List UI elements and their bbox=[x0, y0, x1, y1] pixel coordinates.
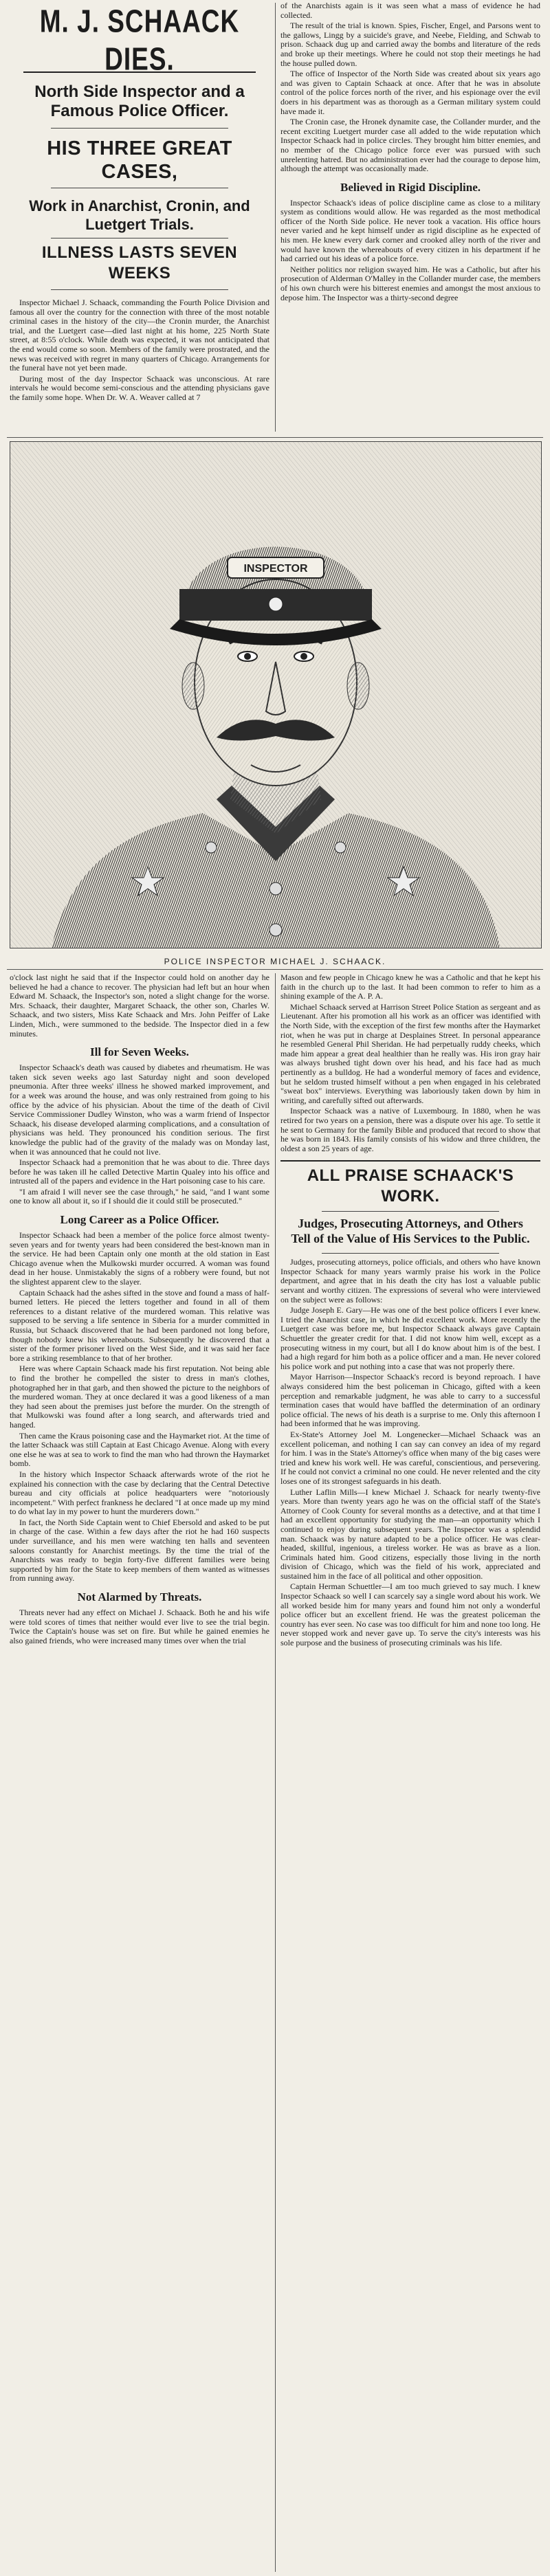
subhead: Long Career as a Police Officer. bbox=[60, 1213, 219, 1227]
subhead: Believed in Rigid Discipline. bbox=[340, 180, 481, 194]
article-paragraph: The office of Inspector of the North Side was created about six years ago and was given to Captain Schaack at once. After that he was in absolute control of the police forces north of the river, and his espionage over the evil doers in his department was as thorough as a German military system could have made it. bbox=[280, 69, 540, 116]
portrait-engraving bbox=[10, 442, 541, 948]
subhead: Ill for Seven Weeks. bbox=[90, 1045, 189, 1059]
deck-1: North Side Inspector and a Famous Police Officer. bbox=[34, 82, 245, 120]
deck-3: Work in Anarchist, Cronin, and Luetgert Trials. bbox=[29, 197, 250, 233]
article-paragraph: Then came the Kraus poisoning case and the Haymarket riot. At the time of the latter Schaack was still Captain at East Chicago Avenue. Along with every one else he was at sea to work to find the man who had thrown the Haymarket bomb. bbox=[10, 1430, 270, 1469]
article-paragraph: Inspector Schaack had been a member of the police force almost twenty-seven years and for twenty years had been considered the best-known man in the service. He had been Captain only one month at the old station in East Chicago avenue when the Mulkowski murder occurred. A woman was found dead in her house. Unmistakably the signs of a robbery were found, but not the slightest apparent clew to the slayer. bbox=[10, 1230, 270, 1287]
headline: M. J. SCHAACK DIES. bbox=[39, 3, 240, 77]
right-bottom-column bbox=[280, 973, 540, 2572]
article-paragraph: of the Anarchists again is it was seen what a mass of evidence he had collected. bbox=[280, 1, 540, 20]
column-rule bbox=[275, 3, 276, 432]
article-paragraph: Inspector Schaack's ideas of police discipline came as close to a military system as conditions would allow. He was regarded as the most methodical officer of the North Side police. He never took a vacation. His office hours never varied and he kept himself under as rigid discipline as he expected of his men. He knew every dark corner and crooked alley north of the river and would have known the whereabouts of every citizen in his department if he had carried out his ideas of a police force. bbox=[280, 197, 540, 264]
cap-badge-text: INSPECTOR bbox=[243, 563, 308, 575]
article-paragraph: Inspector Michael J. Schaack, commanding the Fourth Police Division and famous all over the country for the connection with three of the most notable criminal cases in the history of the city—the Cronin murder, the Anarchist trial, and the Luetgert case—died last night at his home, 225 North State street, at 8:55 o'clock. While death was expected, it was not anticipated that the end would come so soon. Members of the family were prostrated, and the news was received with regret in many quarters of Chicago. Arrangements for the funeral have not yet been made. bbox=[10, 298, 270, 373]
article-paragraph: Judge Joseph E. Gary—He was one of the best police officers I ever knew. I tried the Anarchist case, in which he did excellent work. More recently the Luetgert case was before me, but Inspector Schaack always gave Captain Schuettler the greater credit for that. I did not know him well, except as a prosecuting witness in my court, but all I do know about him is of the best. I had a high regard for him both as a police officer and a man. He never colored his police work and put nothing into a case that was not properly there. bbox=[280, 1305, 540, 1371]
section-rule bbox=[280, 1160, 540, 1162]
deck-rule bbox=[322, 1211, 499, 1212]
article-paragraph: Luther Laflin Mills—I knew Michael J. Schaack for nearly twenty-five years. More than twenty years ago he was on the official staff of the State's Attorney of Cook County for several months as a detective, and at that time I had an excellent opportunity for studying the man—an opportunity which I continued to enjoy during subsequent years. The Inspector was a splendid man. Schaack was by nature adapted to be a police officer. He was clear-headed, skillful, ingenious, a tireless worker. He was as brave as a lion. Criminals hated him. Good citizens, especially those living in the north division of Chicago, which was the field of his work, appreciated and sustained him in the face of all political and other opposition. bbox=[280, 1487, 540, 1581]
article-paragraph: During most of the day Inspector Schaack was unconscious. At rare intervals he would become semi-conscious and the attending physicians gave the family some hope. When Dr. W. A. Weaver called at 7 bbox=[10, 373, 270, 402]
section-rule bbox=[7, 969, 543, 970]
article-paragraph: Mayor Harrison—Inspector Schaack's record is beyond reproach. I have always considered him the best policeman in Chicago, gifted with a keen perception and remarkable judgment, he was able to carry to a successful termination cases that would have baffled the determination of an ordinary police official. The news of his death is a surprise to me. Only this afternoon I had been informed that he was improving. bbox=[280, 1372, 540, 1429]
article-paragraph: o'clock last night he said that if the Inspector could hold on another day he believed he had a chance to recover. The physician had left but an hour when Edward M. Schaack, the Inspector's son, noted a slight change for the worse. Mrs. Schaack, their daughter, Margaret Schaack, the other son, Charles W. Schaack, and two sisters, Miss Kate Schaack and Mrs. John Peiffer of Lake Linden, Mich., were summoned to the bedside. The Inspector died in a few minutes. bbox=[10, 973, 270, 1039]
section-rule bbox=[7, 437, 543, 438]
article-paragraph: In the history which Inspector Schaack afterwards wrote of the riot he explained his connection with the case by declaring that the Central Detective bureau and city officials at police headquarters were "notoriously incompetent." With perfect frankness he declared "I at once made up my mind to do what lay in my power to hunt the murderers down." bbox=[10, 1469, 270, 1517]
article-paragraph: "I am afraid I will never see the case through," he said, "and I want some one to know all about it, so if I should die it could still be prosecuted." bbox=[10, 1186, 270, 1206]
article-paragraph: Inspector Schaack's death was caused by diabetes and rheumatism. He was taken sick seven weeks ago last Saturday night and soon developed pneumonia. After three weeks' illness he showed marked improvement, and for a week was around the house, and was only restrained from going to his office by the advice of his physician. About the time of the death of Civil Service Commissioner Dudley Winston, who was a warm friend of Inspector Schaack, his disease developed alarming complications, and a consultation of physicians was held. They pronounced his condition serious. The first knowledge the public had of the gravity of the malady was on Monday last, when it was announced that he could not live. bbox=[10, 1063, 270, 1157]
deck-rule-1 bbox=[51, 128, 228, 129]
deck-rule-4 bbox=[51, 289, 228, 290]
article-paragraph: The Cronin case, the Hronek dynamite case, the Collander murder, and the recent exciting Luetgert murder case all added to the wide reputation which Inspector Schaack had in police circles. They brought him bitter enemies, and no member of the Chicago police force ever was pursued with such unrelenting hatred. But no administration ever had the courage to depose him, although the attempt was occasionally made. bbox=[280, 117, 540, 174]
left-bottom-column bbox=[10, 973, 270, 2572]
article-paragraph: Judges, prosecuting attorneys, police officials, and others who have known Inspector Schaack for many years warmly praise his work in the Police department, and agree that in his death the city has lost a valuable public servant and worthy citizen. The expressions of several who were interviewed on the subject were as follows: bbox=[280, 1257, 540, 1304]
article-paragraph: Mason and few people in Chicago knew he was a Catholic and that he kept his faith in the church up to the last. It had been common to refer to him as a shining example of the A. P. A. bbox=[280, 973, 540, 1001]
section-headline: ALL PRAISE SCHAACK'S WORK. bbox=[307, 1166, 514, 1206]
portrait-caption: POLICE INSPECTOR MICHAEL J. SCHAACK. bbox=[164, 957, 386, 966]
article-paragraph: Captain Herman Schuettler—I am too much grieved to say much. I knew Inspector Schaack so well I can scarcely say a single word about his work. We all worked beside him for many years and found him not only a wonderful police officer but an excellent friend. He was the greatest policeman the country has ever seen. No case was too difficult for him and none too long. He never stopped work and never gave up. To serve the city's interests was his sole purpose and the business of prosecuting criminals was his life. bbox=[280, 1581, 540, 1648]
deck-rule bbox=[322, 1253, 499, 1254]
article-paragraph: Michael Schaack served at Harrison Street Police Station as sergeant and as Lieutenant. After his promotion all his work as an officer was identified with the North Side, with the exception of the first few months after the Haymarket riot, when he was put in charge at Desplaines Street. In personal appearance he resembled General Phil Sheridan. He had perpetually ruddy cheeks, which made him appear a great deal healthier than he really was. His iron gray hair was always brushed tight down over his head, and his face had as much pertinently as a bulldog. He had a wonderful memory of faces and evidence, but he seldom trusted himself without a pen when engaged in his celebrated "sweat box" interviews. Everything was laboriously taken down by him in writing, and carefully sifted out afterwards. bbox=[280, 1001, 540, 1105]
article-paragraph: Ex-State's Attorney Joel M. Longenecker—Michael Schaack was an excellent policeman, and nothing I can say can convey an idea of my regard for him. I was in the State's Attorney's office when many of the big cases were tried and knew his work well. He was careful, conscientious, and persevering. If he could not convict a criminal no one could. He never relented and the city loses one of its strongest safeguards in his death. bbox=[280, 1429, 540, 1486]
left-top-column bbox=[10, 0, 270, 432]
article-paragraph: Inspector Schaack was a native of Luxembourg. In 1880, when he was retired for two years on a pension, there was a dispute over his age. To settle it he sent to Germany for the family Bible and produced that record to show that he was born in 1843. His family consists of his widow and three children, the oldest a son 25 years of age. bbox=[280, 1106, 540, 1153]
article-paragraph: Threats never had any effect on Michael J. Schaack. Both he and his wife were told scores of times that neither would ever live to see the trial begin. Twice the Captain's house was set on fire. But while he gained enemies he also gained friends, who were increased many times over when the trial bbox=[10, 1608, 270, 1645]
right-top-column bbox=[280, 1, 540, 433]
subhead: Not Alarmed by Threats. bbox=[77, 1590, 202, 1604]
section-deck: Judges, Prosecuting Attorneys, and Others Tell of the Value of His Services to the Public. bbox=[291, 1217, 530, 1246]
article-paragraph: Inspector Schaack had a premonition that he was about to die. Three days before he was taken ill he called Detective Martin Qualey into his office and intrusted all of the papers and evidence in the Hart poisoning case to his care. bbox=[10, 1157, 270, 1186]
article-paragraph: Neither politics nor religion swayed him. He was a Catholic, but after his prosecution of Alderman O'Malley in the Collander murder case, the members of his own church were his bitterest enemies and amongst the most anxious to depose him. The Inspector was a thirty-second degree bbox=[280, 264, 540, 302]
article-paragraph: Here was where Captain Schaack made his first reputation. Not being able to find the brother he compelled the sister to dress in man's clothes, photographed her in that garb, and then showed the picture to the neighbors of the murdered woman. They at once declared it was a good likeness of a man they had seen about the premises just before the murder. On the strength of that Mulkowski was found after a long search, and afterwards tried and hanged. bbox=[10, 1364, 270, 1430]
deck-2: HIS THREE GREAT CASES, bbox=[47, 137, 232, 183]
deck-4: ILLNESS LASTS SEVEN WEEKS bbox=[41, 243, 238, 282]
article-paragraph: In fact, the North Side Captain went to Chief Ebersold and asked to be put in charge of the case. Within a few days after the riot he had 160 suspects under surveillance, and his men were watching ten halls and seventeen saloons constantly for Anarchist meetings. By the time the trial of the Anarchists was ready to begin forty-five different families were being supported by him for the State to keep members of them wanted as witnesses from running away. bbox=[10, 1517, 270, 1584]
portrait-illustration bbox=[10, 441, 542, 948]
article-paragraph: Captain Schaack had the ashes sifted in the stove and found a mass of half-burned letters. He pieced the letters together and found in all of them references to a distant relative of the murdered woman. This relative was supposed to be serving a life sentence in Siberia for a murder committed in Russia, but Schaack discovered that he had been pardoned not long before, though nobody knew his whereabouts. Subsequently he discovered that a sister of the former prisoner lived on the West Side, and it was said her face bore a striking resemblance to that of her brother. bbox=[10, 1287, 270, 1363]
column-rule bbox=[275, 973, 276, 2572]
article-paragraph: The result of the trial is known. Spies, Fischer, Engel, and Parsons went to the gallows, Lingg by a suicide's grave, and Neebe, Fielding, and Schwab to prison. Schaack dug up and carried away the bombs and literature of the reds and broke up their meetings. Where he could not stop their meetings he had the house pulled down. bbox=[280, 21, 540, 68]
